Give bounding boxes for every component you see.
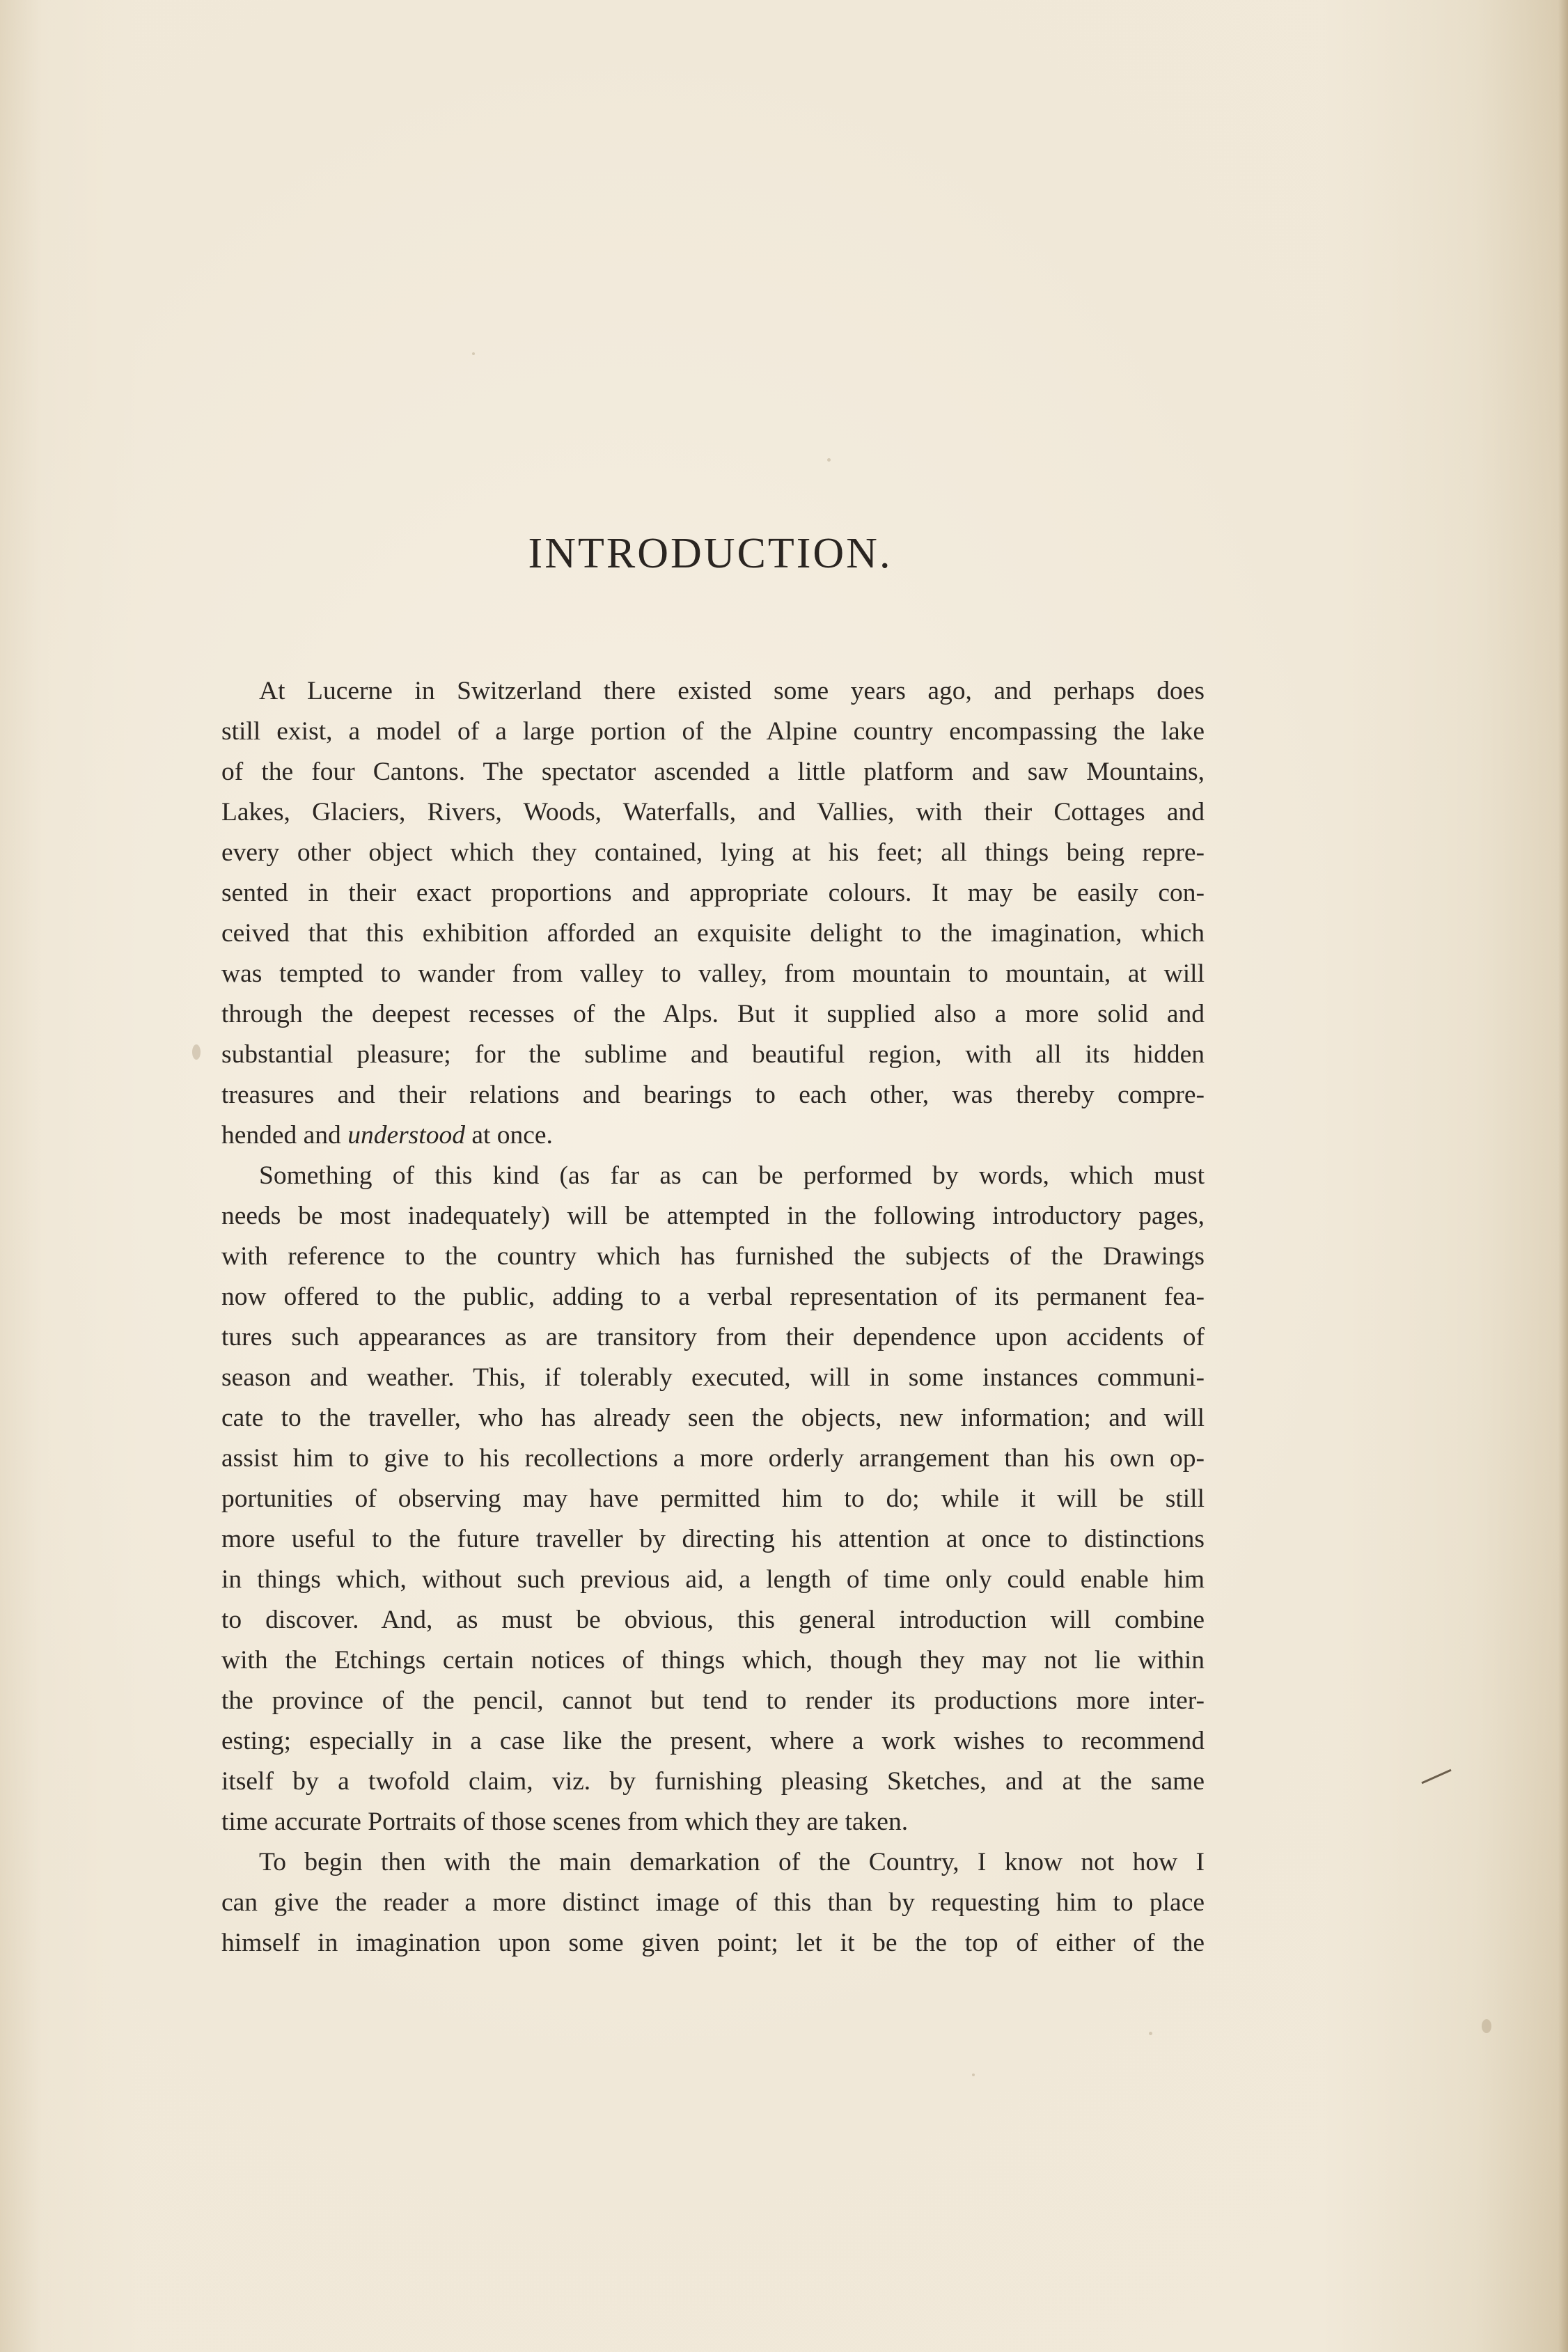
paragraph-3 (221, 1842, 1205, 1963)
text-line: portunities of observing may have permitted him to do; while it will be still (221, 1484, 1205, 1513)
text-line: still exist, a model of a large portion of the Alpine country encompassing the lake (221, 717, 1205, 746)
text-line: To begin then with the main demarkation of the Country, I know not how I (259, 1848, 1205, 1876)
text-line: treasures and their relations and bearings to each other, was thereby compre- (221, 1081, 1205, 1109)
text-line: every other object which they contained, lying at his feet; all things being repre- (221, 838, 1205, 867)
paragraph-1 (221, 671, 1205, 1156)
text-line: of the four Cantons. The spectator ascended a little platform and saw Mountains, (221, 758, 1205, 786)
foxing-spot (1149, 2032, 1152, 2035)
foxing-spot (972, 2073, 975, 2076)
text-line: can give the reader a more distinct image of this than by requesting him to place (221, 1888, 1205, 1917)
text-line: in things which, without such previous aid, a length of time only could enable him (221, 1565, 1205, 1594)
italic-word: understood (347, 1121, 465, 1150)
text-line: with reference to the country which has furnished the subjects of the Drawings (221, 1242, 1205, 1271)
text-line: At Lucerne in Switzerland there existed some years ago, and perhaps does (259, 677, 1205, 705)
foxing-spot (472, 352, 475, 355)
text-line: needs be most inadequately) will be attempted in the following introductory pages, (221, 1202, 1205, 1230)
paragraph-2 (221, 1156, 1205, 1842)
page-edge-shadow (1558, 0, 1568, 2352)
text-line: the province of the pencil, cannot but tend to render its productions more inter- (221, 1686, 1205, 1715)
foxing-spot (1482, 2019, 1491, 2033)
text-line: season and weather. This, if tolerably executed, will in some instances communi- (221, 1363, 1205, 1392)
foxing-spot (192, 1044, 201, 1060)
text-line: was tempted to wander from valley to valley, from mountain to mountain, at will (221, 959, 1205, 988)
text-line (221, 1115, 1205, 1156)
text-line: Lakes, Glaciers, Rivers, Woods, Waterfalls, and Vallies, with their Cottages and (221, 798, 1205, 826)
text-line: now offered to the public, adding to a verbal representation of its permanent fea- (221, 1283, 1205, 1311)
text-line: tures such appearances as are transitory from their dependence upon accidents of (221, 1323, 1205, 1351)
foxing-spot (827, 458, 831, 462)
text-line: esting; especially in a case like the present, where a work wishes to recommend (221, 1727, 1205, 1755)
text-line: to discover. And, as must be obvious, this general introduction will combine (221, 1606, 1205, 1634)
text-line: more useful to the future traveller by directing his attention at once to distinctions (221, 1525, 1205, 1553)
text-line: ceived that this exhibition afforded an exquisite delight to the imagination, which (221, 919, 1205, 948)
text-run: hended and (221, 1121, 348, 1150)
text-line: itself by a twofold claim, viz. by furnishing pleasing Sketches, and at the same (221, 1767, 1205, 1796)
text-line: assist him to give to his recollections a more orderly arrangement than his own op- (221, 1444, 1205, 1473)
pencil-mark (1421, 1769, 1451, 1784)
text-line: sented in their exact proportions and appropriate colours. It may be easily con- (221, 879, 1205, 907)
text-line: time accurate Portraits of those scenes from which they are taken. (221, 1808, 909, 1836)
text-line: Something of this kind (as far as can be performed by words, which must (259, 1161, 1205, 1190)
body-text (221, 671, 1205, 1963)
text-line: with the Etchings certain notices of things which, though they may not lie within (221, 1646, 1205, 1675)
page-title: INTRODUCTION. (528, 529, 893, 577)
text-line: cate to the traveller, who has already seen the objects, new information; and will (221, 1404, 1205, 1432)
text-line: substantial pleasure; for the sublime and beautiful region, with all its hidden (221, 1040, 1205, 1069)
text-line: himself in imagination upon some given point; let it be the top of either of the (221, 1929, 1205, 1957)
text-run: at once. (464, 1121, 553, 1150)
text-line: through the deepest recesses of the Alps. But it supplied also a more solid and (221, 1000, 1205, 1028)
